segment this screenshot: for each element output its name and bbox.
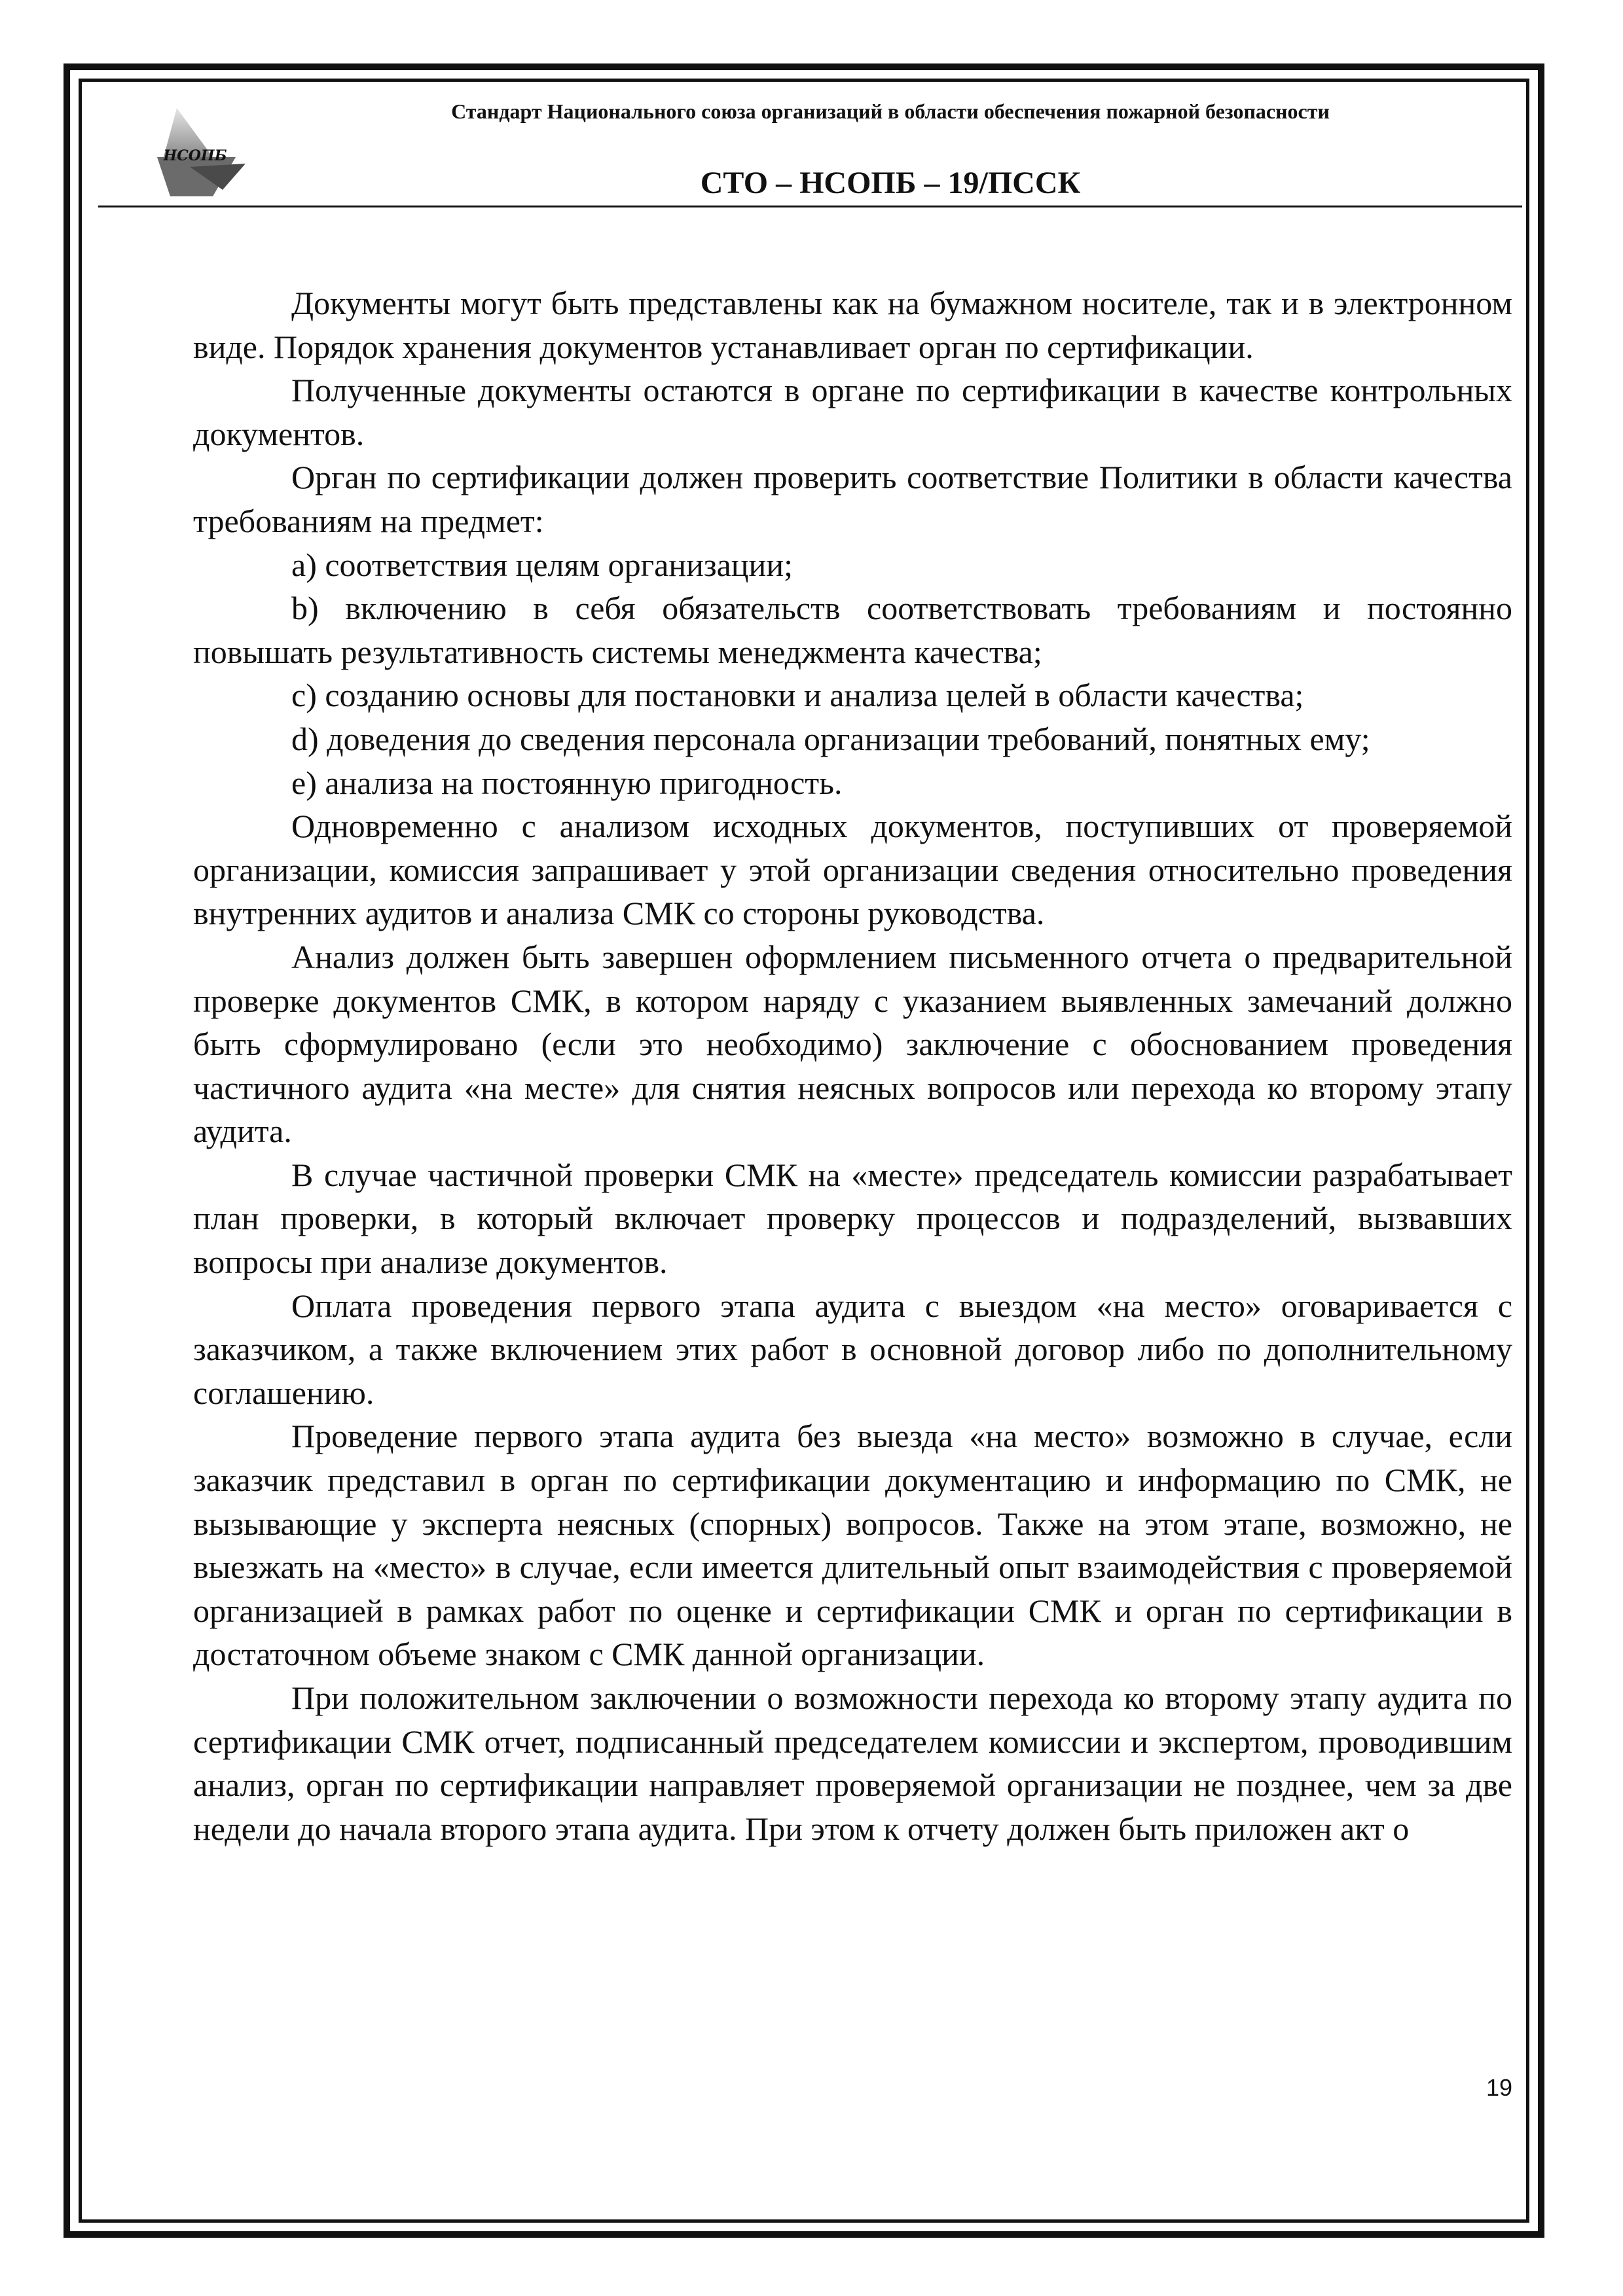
paragraph: Анализ должен быть завершен оформлением письменного отчета о предварительной проверке документов СМК, в котором наряду с указанием выявленных замечаний должно быть сформулировано (если это необходимо) заключение с обоснованием проведения частичного аудита «на месте» для снятия неясных вопросов или перехода ко второму этапу аудита. <box>193 938 1512 1150</box>
paragraph: При положительном заключении о возможности перехода ко второму этапу аудита по сертификации СМК отчет, подписанный председателем комиссии и экспертом, проводившим анализ, орган по сертификации направляет проверяемой организации не позднее, чем за две недели до начала второго этапа аудита. При этом к отчету должен быть приложен акт о <box>193 1679 1512 1847</box>
organization-title: Стандарт Национального союза организаций в области обеспечения пожарной безопасности <box>451 99 1330 123</box>
list-item: b) включению в себя обязательств соответствовать требованиям и постоянно повышать результативность системы менеджмента качества; <box>193 590 1512 670</box>
paragraph: Проведение первого этапа аудита без выезда «на место» возможно в случае, если заказчик представил в орган по сертификации документацию и информацию по СМК, не вызывающие у эксперта неясных (спорных) вопросов. Также на этом этапе, возможно, не выезжать на «место» в случае, если имеется длительный опыт взаимодействия с проверяемой организацией в рамках работ по оценке и сертификации СМК и орган по сертификации в достаточном объеме знаком с СМК данной организации. <box>193 1418 1512 1673</box>
paragraph: Оплата проведения первого этапа аудита с выездом «на место» оговаривается с заказчиком, а также включением этих работ в основной договор либо по дополнительному соглашению. <box>193 1287 1512 1411</box>
list-item: e) анализа на постоянную пригодность. <box>291 764 843 801</box>
document-body <box>193 281 1512 1850</box>
list-item: d) доведения до сведения персонала организации требований, понятных ему; <box>291 720 1370 757</box>
paragraph: Орган по сертификации должен проверить соответствие Политики в области качества требованиям на предмет: <box>193 459 1512 539</box>
paragraph: Одновременно с анализом исходных документов, поступивших от проверяемой организации, комиссия запрашивает у этой организации сведения относительно проведения внутренних аудитов и анализа СМК со стороны руководства. <box>193 808 1512 932</box>
header-divider <box>98 206 1522 207</box>
svg-text:НСОПБ: НСОПБ <box>163 147 227 164</box>
paragraph: Полученные документы остаются в органе по сертификации в качестве контрольных документов. <box>193 372 1512 452</box>
standard-code: СТО – НСОПБ – 19/ПССК <box>700 166 1081 200</box>
paragraph: Документы могут быть представлены как на бумажном носителе, так и в электронном виде. Порядок хранения документов устанавливает орган по сертификации. <box>193 285 1512 365</box>
nsopb-logo <box>151 105 249 203</box>
list-item: а) соответствия целям организации; <box>291 546 793 583</box>
list-item: c) созданию основы для постановки и анализа целей в области качества; <box>291 677 1304 714</box>
page-number: 19 <box>1486 2074 1512 2101</box>
paragraph: В случае частичной проверки СМК на «месте» председатель комиссии разрабатывает план проверки, в который включает проверку процессов и подразделений, вызвавших вопросы при анализе документов. <box>193 1156 1512 1281</box>
